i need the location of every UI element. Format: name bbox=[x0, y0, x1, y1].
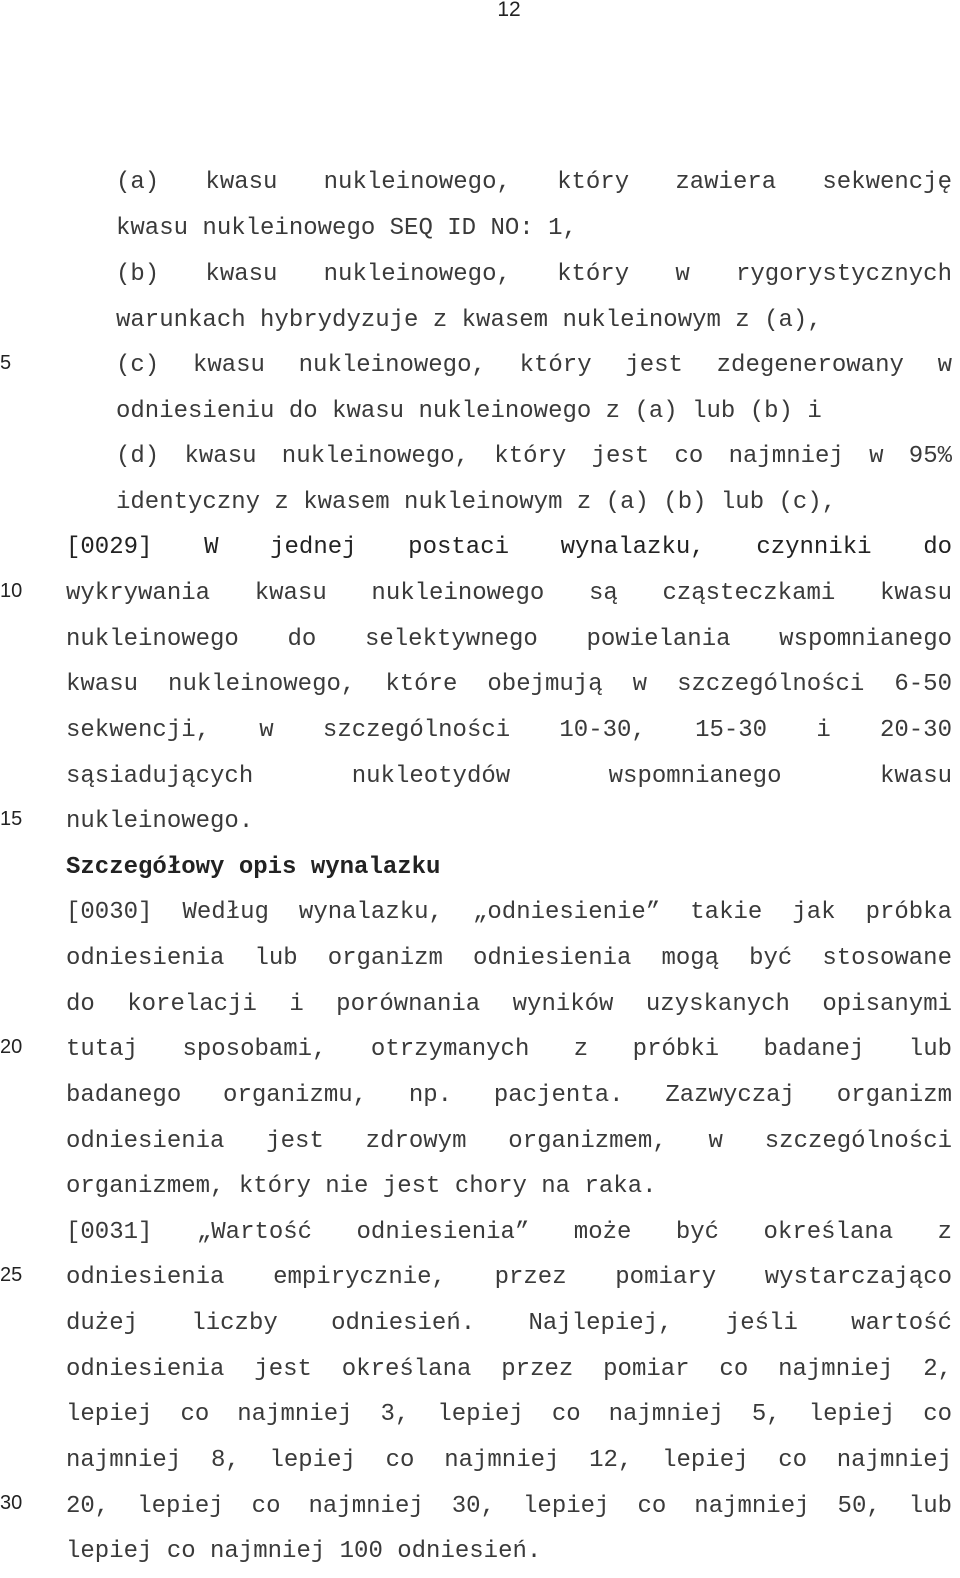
paragraph-0030-line-2: odniesienia lub organizm odniesienia mogą być stosowane bbox=[66, 945, 952, 972]
list-item-c-line-2: odniesieniu do kwasu nukleinowego z (a) lub (b) i bbox=[116, 398, 822, 425]
list-item-a-line-2: kwasu nukleinowego SEQ ID NO: 1, bbox=[116, 215, 577, 242]
list-item-a-line-1: (a) kwasu nukleinowego, który zawiera sekwencję bbox=[116, 169, 952, 196]
list-item-d-line-1: (d) kwasu nukleinowego, który jest co najmniej w 95% bbox=[116, 443, 952, 470]
paragraph-0031-line-3: dużej liczby odniesień. Najlepiej, jeśli wartość bbox=[66, 1310, 952, 1337]
paragraph-0030-line-1: [0030] Według wynalazku, „odniesienie” takie jak próbka bbox=[66, 899, 952, 926]
paragraph-0031-line-1: [0031] „Wartość odniesienia” może być określana z bbox=[66, 1219, 952, 1246]
line-number-5: 5 bbox=[0, 352, 12, 374]
paragraph-0030-line-4: tutaj sposobami, otrzymanych z próbki badanej lub bbox=[66, 1036, 952, 1063]
paragraph-0031-line-5: lepiej co najmniej 3, lepiej co najmniej 5, lepiej co bbox=[66, 1401, 952, 1428]
list-item-d-line-2: identyczny z kwasem nukleinowym z (a) (b) lub (c), bbox=[116, 489, 837, 516]
line-number-25: 25 bbox=[0, 1264, 23, 1286]
paragraph-0030-line-7: organizmem, który nie jest chory na raka. bbox=[66, 1173, 657, 1200]
list-item-b-line-2: warunkach hybrydyzuje z kwasem nukleinowym z (a), bbox=[116, 307, 822, 334]
paragraph-0031-line-2: odniesienia empirycznie, przez pomiary wystarczająco bbox=[66, 1264, 952, 1291]
paragraph-0031-line-8: lepiej co najmniej 100 odniesień. bbox=[66, 1538, 542, 1565]
paragraph-0030-line-5: badanego organizmu, np. pacjenta. Zazwyczaj organizm bbox=[66, 1082, 952, 1109]
list-item-c-line-1: (c) kwasu nukleinowego, który jest zdegenerowany w bbox=[116, 352, 952, 379]
paragraph-0029-line-6: sąsiadujących nukleotydów wspomnianego kwasu bbox=[66, 763, 952, 790]
paragraph-0031-line-7: 20, lepiej co najmniej 30, lepiej co najmniej 50, lub bbox=[66, 1493, 952, 1520]
paragraph-0029-line-1: [0029] W jednej postaci wynalazku, czynniki do bbox=[66, 534, 952, 561]
paragraph-0031-line-4: odniesienia jest określana przez pomiar co najmniej 2, bbox=[66, 1356, 952, 1383]
paragraph-0029-line-5: sekwencji, w szczególności 10-30, 15-30 i 20-30 bbox=[66, 717, 952, 744]
paragraph-0029-line-3: nukleinowego do selektywnego powielania wspomnianego bbox=[66, 626, 952, 653]
page-number: 12 bbox=[497, 0, 521, 21]
paragraph-0030-line-3: do korelacji i porównania wyników uzyskanych opisanymi bbox=[66, 991, 952, 1018]
paragraph-0030-line-6: odniesienia jest zdrowym organizmem, w szczególności bbox=[66, 1128, 952, 1155]
paragraph-0029-line-4: kwasu nukleinowego, które obejmują w szczególności 6-50 bbox=[66, 671, 952, 698]
section-heading: Szczegółowy opis wynalazku bbox=[66, 854, 441, 881]
line-number-20: 20 bbox=[0, 1036, 23, 1058]
line-number-10: 10 bbox=[0, 580, 23, 602]
paragraph-0029-line-2: wykrywania kwasu nukleinowego są cząsteczkami kwasu bbox=[66, 580, 952, 607]
list-item-b-line-1: (b) kwasu nukleinowego, który w rygorystycznych bbox=[116, 261, 952, 288]
paragraph-0029-line-7: nukleinowego. bbox=[66, 808, 254, 835]
line-number-30: 30 bbox=[0, 1492, 23, 1514]
paragraph-0031-line-6: najmniej 8, lepiej co najmniej 12, lepiej co najmniej bbox=[66, 1447, 952, 1474]
line-number-15: 15 bbox=[0, 808, 23, 830]
